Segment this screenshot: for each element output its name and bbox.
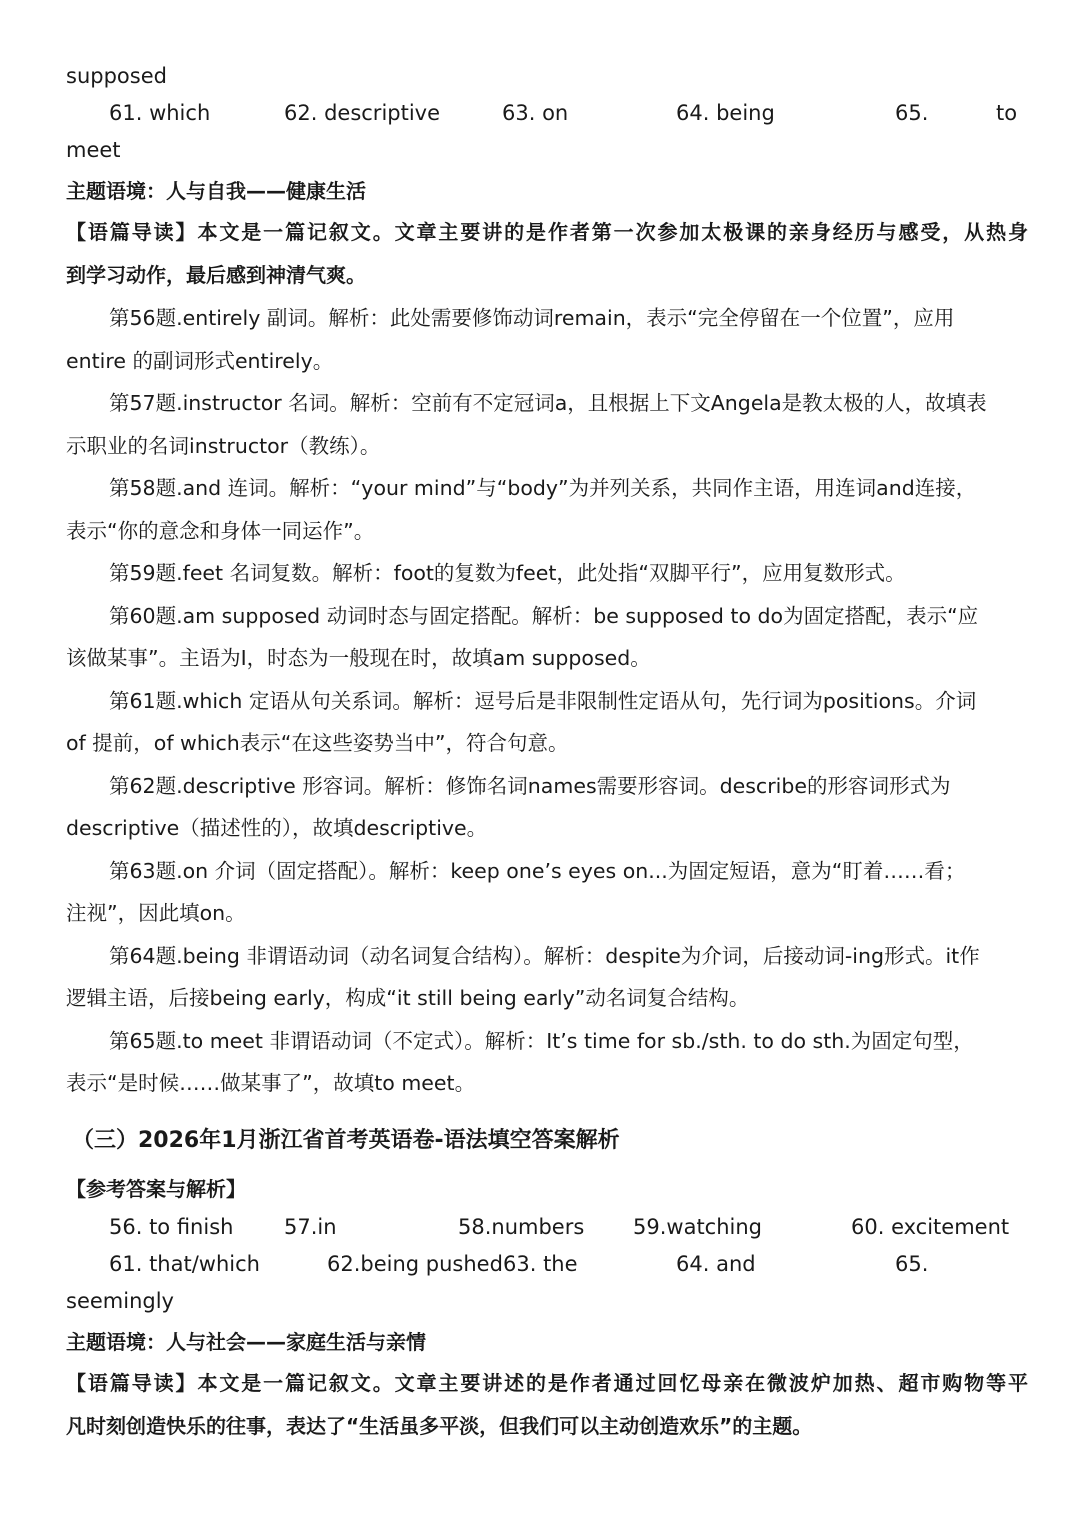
answer-61: 61. which (109, 101, 211, 125)
explanation-56 (66, 297, 1028, 382)
explanation-line: 第61题.which 定语从句关系词。解析：逗号后是非限制性定语从句，先行词为positions。介词 (109, 688, 977, 713)
explanation-line: 表示“你的意念和身体一同运作”。 (66, 518, 375, 543)
explanation-line: 表示“是时候……做某事了”，故填to meet。 (66, 1071, 476, 1095)
passage-guide-line-2: 到学习动作，最后感到神清气爽。 (66, 263, 366, 287)
answer-56: 56. to finish (109, 1214, 234, 1239)
explanation-line: 示职业的名词instructor（教练）。 (66, 433, 381, 458)
explanation-61 (66, 680, 1028, 765)
answer-58: 58.numbers (458, 1214, 585, 1239)
explanation-line: entire 的副词形式entirely。 (66, 348, 334, 373)
explanation-line: 第65题.to meet 非谓语动词（不定式）。解析：It’s time for sb./sth. to do sth.为固定句型， (109, 1028, 974, 1053)
passage-guide (66, 211, 1028, 297)
answer-63: 63. on (502, 101, 569, 125)
explanation-line: descriptive（描述性的），故填descriptive。 (66, 816, 488, 840)
explanation-line: 第60题.am supposed 动词时态与固定搭配。解析：be supposed to do为固定搭配，表示“应 (109, 603, 979, 628)
answer-62: 62.being pushed (327, 1251, 503, 1276)
explanation-line: 该做某事”。主语为I，时态为一般现在时，故填am supposed。 (66, 646, 651, 670)
explanation-line: 第62题.descriptive 形容词。解析：修饰名词names需要形容词。describe的形容词形式为 (109, 773, 951, 798)
answer-64: 64. being (676, 101, 775, 125)
passage-guide-section3 (66, 1362, 1028, 1448)
explanation-line: 第64题.being 非谓语动词（动名词复合结构）。解析：despite为介词，后接动词-ing形式。it作 (109, 943, 980, 968)
explanation-line: 第58题.and 连词。解析：“your mind”与“body”为并列关系，共同作主语，用连词and连接， (109, 476, 977, 500)
answer-65: 65. (895, 1251, 929, 1276)
explanation-58 (66, 467, 1028, 552)
passage-guide-line-2: 凡时刻创造快乐的往事，表达了“生活虽多平淡，但我们可以主动创造欢乐”的主题。 (66, 1413, 813, 1438)
explanation-62 (66, 765, 1028, 850)
explanation-63 (66, 850, 1028, 935)
theme-context-section3: 主题语境：人与社会——家庭生活与亲情 (66, 1329, 426, 1354)
answer-64: 64. and (676, 1251, 756, 1276)
answer-59: 59.watching (633, 1214, 763, 1239)
explanation-line: 第56题.entirely 副词。解析：此处需要修饰动词remain，表示“完全停留在一个位置”，应用 (109, 306, 955, 330)
explanation-65 (66, 1020, 1028, 1105)
explanation-line: of 提前，of which表示“在这些姿势当中”，符合句意。 (66, 731, 569, 755)
section-title: （三）2026年1月浙江省首考英语卷-语法填空答案解析 (72, 1127, 620, 1153)
explanation-line: 逻辑主语，后接being early，构成“it still being early”动名词复合结构。 (66, 986, 750, 1010)
explanation-64 (66, 935, 1028, 1020)
passage-guide-line-1: 【语篇导读】本文是一篇记叙文。文章主要讲的是作者第一次参加太极课的亲身经历与感受，从热身 (66, 220, 1028, 244)
answer-62: 62. descriptive (284, 101, 441, 125)
explanation-line: 注视”，因此填on。 (66, 901, 246, 925)
theme-context: 主题语境：人与自我——健康生活 (66, 179, 366, 203)
reference-answer-heading: 【参考答案与解析】 (66, 1176, 246, 1201)
answer-row-61-65 (66, 95, 1028, 132)
answer-wrap-seemingly: seemingly (66, 1288, 174, 1313)
explanation-line: 第63题.on 介词（固定搭配）。解析：keep one’s eyes on...为固定短语，意为“盯着……看； (109, 858, 966, 883)
explanation-57 (66, 382, 1028, 467)
answer-wrap-supposed: supposed (66, 64, 167, 88)
answer-row-56-60 (66, 1209, 1028, 1246)
explanation-59 (66, 552, 1028, 595)
explanation-line: 第59题.feet 名词复数。解析：foot的复数为feet，此处指“双脚平行”，应用复数形式。 (109, 561, 906, 585)
answer-65-value: to (996, 101, 1018, 125)
answer-wrap-meet: meet (66, 138, 121, 162)
answer-57: 57.in (284, 1214, 337, 1239)
explanation-line: 第57题.instructor 名词。解析：空前有不定冠词a，且根据上下文Angela是教太极的人，故填表 (109, 391, 987, 415)
passage-guide-line-1: 【语篇导读】本文是一篇记叙文。文章主要讲述的是作者通过回忆母亲在微波炉加热、超市购物等平 (66, 1370, 1028, 1395)
answer-61: 61. that/which (109, 1251, 260, 1276)
answer-63: 63. the (503, 1251, 578, 1276)
document-page (66, 58, 1028, 1448)
answer-65-label: 65. (895, 101, 929, 125)
answer-row-61-65-section3 (66, 1246, 1028, 1283)
answer-60: 60. excitement (851, 1214, 1010, 1239)
explanation-60 (66, 595, 1028, 680)
